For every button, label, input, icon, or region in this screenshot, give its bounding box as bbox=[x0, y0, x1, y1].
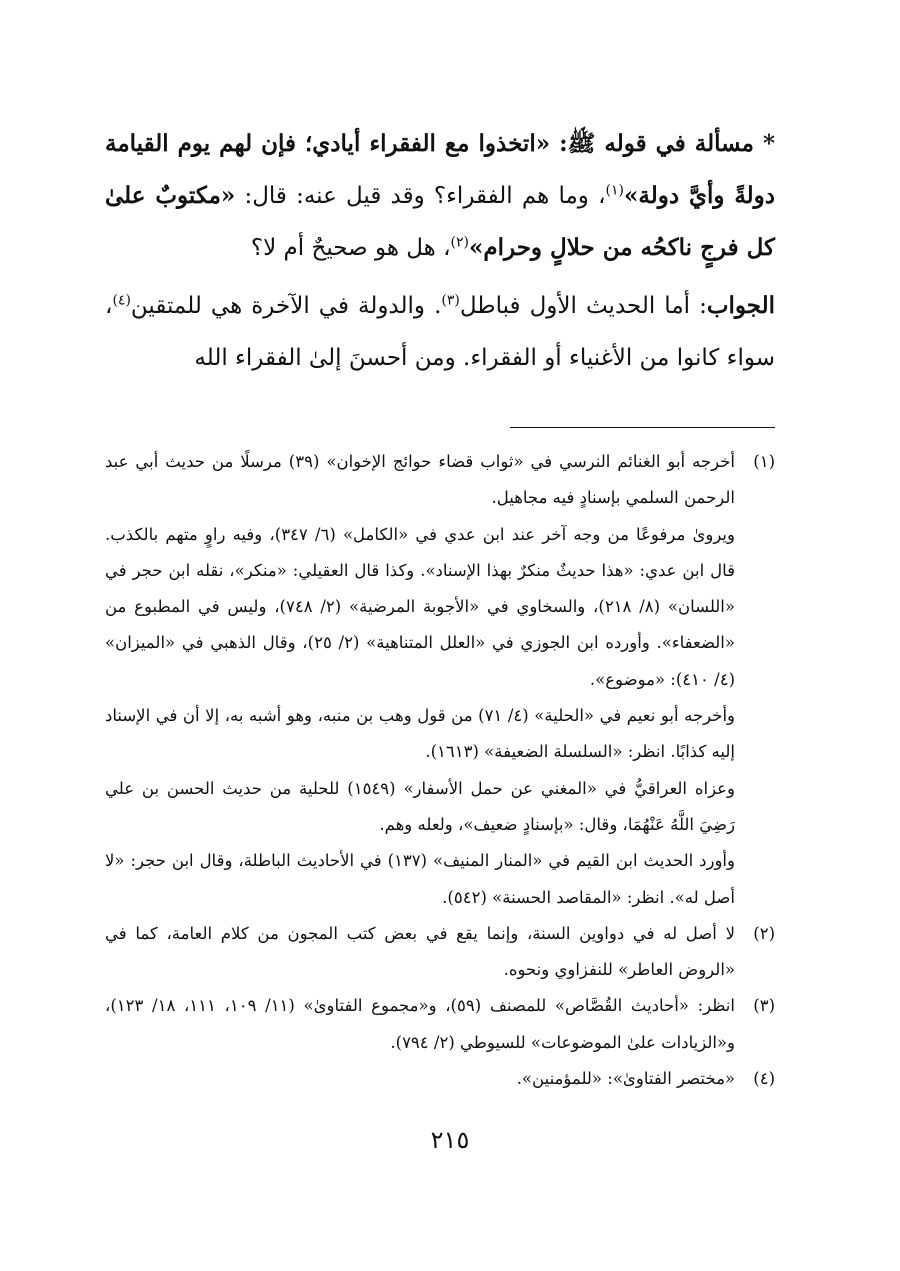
footnote-body bbox=[105, 988, 735, 1061]
hadith-2: «مكتوبٌ علىٰ كل فرجٍ ناكحُه من حلالٍ وحرام» bbox=[105, 182, 775, 261]
answer-text-3: ، سواء كانوا من الأغنياء أو الفقراء. ومن أحسنَ إلىٰ الفقراء الله bbox=[105, 293, 775, 371]
footnote-1 bbox=[105, 444, 775, 916]
footnote-number: (٤) bbox=[753, 1069, 775, 1089]
footnote-paragraph: ويروىٰ مرفوعًا من وجه آخر عند ابن عدي في «الكامل» (٦/ ٣٤٧)، وفيه راوٍ متهم بالكذب. قال ابن عدي: «هذا حديثٌ منكرٌ بهذا الإسناد». وكذا قال العقيلي: «منكر»، نقله ابن حجر في «اللسان» (٨/ ٢١٨)، والسخاوي في «الأجوبة المرضية» (٢/ ٧٤٨)، وليس في المطبوع من «الضعفاء». وأورده ابن الجوزي في «العلل المتناهية» (٢/ ٢٥)، وقال الذهبي في «الميزان» (٤/ ٤١٠): «موضوع». bbox=[105, 524, 735, 689]
footnote-4 bbox=[105, 1061, 775, 1097]
footnote-paragraph: وأورد الحديث ابن القيم في «المنار المنيف» (١٣٧) في الأحاديث الباطلة، وقال ابن حجر: «لا أصل له». انظر: «المقاصد الحسنة» (٥٤٢). bbox=[105, 851, 735, 907]
footnote-body bbox=[105, 916, 735, 989]
answer-text-1: : أما الحديث الأول فباطل bbox=[459, 293, 707, 319]
book-page bbox=[105, 118, 775, 1097]
footnote-ref-4[interactable]: (٤) bbox=[112, 292, 131, 309]
main-text bbox=[105, 118, 775, 384]
question-middle: ، وما هم الفقراء؟ وقد قيل عنه: قال: bbox=[235, 183, 606, 209]
footnote-number: (١) bbox=[753, 452, 775, 471]
footnote-paragraph: لا أصل له في دواوين السنة، وإنما يقع في بعض كتب المجون من كلام العامة، كما في «الروض العاطر» للنفزاوي ونحوه. bbox=[105, 923, 735, 980]
question-lead: مسألة في قوله ﷺ: bbox=[550, 130, 754, 157]
page-number: ٢١٥ bbox=[430, 1126, 470, 1154]
footnote-number: (٣) bbox=[753, 996, 775, 1016]
footnote-paragraph: وعزاه العراقيُّ في «المغني عن حمل الأسفار» (١٥٤٩) للحلية من حديث الحسن بن علي رَضِيَ اللَّهُ عَنْهُمَا، وقال: «بإسنادٍ ضعيف»، ولعله وهم. bbox=[105, 778, 735, 834]
footnotes bbox=[105, 444, 775, 1097]
answer-label: الجواب bbox=[706, 292, 776, 319]
footnote-separator bbox=[510, 427, 775, 428]
answer-text-2: . والدولة في الآخرة هي للمتقين bbox=[130, 293, 442, 319]
question-tail: ، هل هو صحيحٌ أم لا؟ bbox=[250, 235, 451, 261]
footnote-paragraph: «مختصر الفتاوىٰ»: «للمؤمنين». bbox=[516, 1069, 735, 1089]
footnote-body bbox=[105, 444, 735, 916]
footnote-ref-3[interactable]: (٣) bbox=[441, 292, 460, 309]
footnote-ref-1[interactable]: (١) bbox=[605, 182, 624, 199]
footnote-2 bbox=[105, 916, 775, 989]
hadith-1: «اتخذوا مع الفقراء أيادي؛ فإن لهم يوم القيامة دولةً وأيَّ دولة» bbox=[105, 130, 776, 209]
footnote-3 bbox=[105, 988, 775, 1061]
footnote-paragraph: وأخرجه أبو نعيم في «الحلية» (٤/ ٧١) من قول وهب بن منبه، وهو أشبه به، إلا أن في الإسناد إليه كذابًا. انظر: «السلسلة الضعيفة» (١٦١٣). bbox=[105, 706, 735, 762]
footnote-paragraph: أخرجه أبو الغنائم النرسي في «ثواب قضاء حوائج الإخوان» (٣٩) مرسلًا من حديث أبي عبد الرحمن السلمي بإسنادٍ فيه مجاهيل. bbox=[105, 452, 735, 508]
answer-paragraph bbox=[105, 280, 775, 384]
footnote-body bbox=[105, 1061, 735, 1097]
footnote-ref-2[interactable]: (٢) bbox=[450, 234, 470, 251]
footnote-number: (٢) bbox=[753, 923, 775, 943]
question-paragraph: * مسألة في قوله ﷺ: «اتخذوا مع الفقراء أيادي؛ فإن لهم يوم القيامة دولةً وأيَّ دولة»$^{(١)}$، وما هم الفقراء؟ وقد قيل عنه: قال: «مكتوبٌ علىٰ كل فرجٍ ناكحُه من حلالٍ وحرام»$^{(٢)}$، هل هو صحيحٌ أم لا؟ bbox=[105, 130, 776, 261]
footnote-paragraph: انظر: «أحاديث القُصَّاص» للمصنف (٥٩)، و«مجموع الفتاوىٰ» (١١/ ١٠٩، ١١١، ١٨/ ١٢٣)، و«الزيادات علىٰ الموضوعات» للسيوطي (٢/ ٧٩٤). bbox=[105, 996, 735, 1052]
